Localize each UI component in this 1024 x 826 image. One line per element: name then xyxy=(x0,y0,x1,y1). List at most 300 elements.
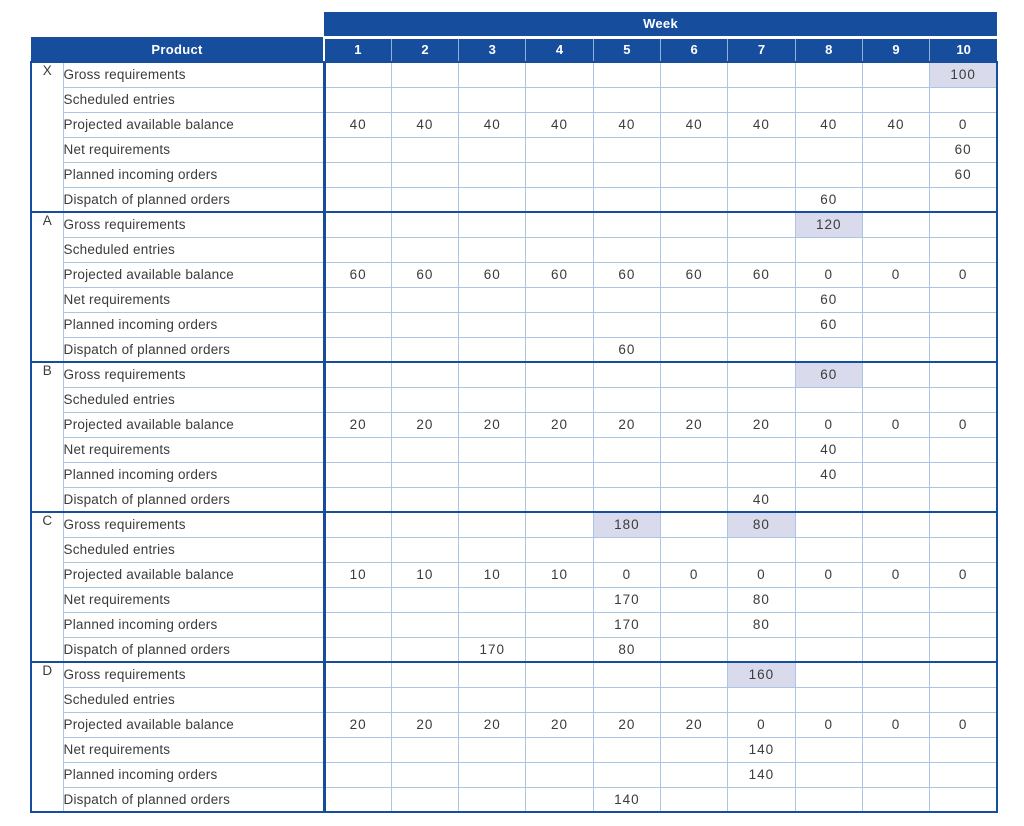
cell-a-week-9 xyxy=(862,337,929,362)
cell-x-week-4 xyxy=(526,137,593,162)
cell-x-week-7 xyxy=(728,87,795,112)
cell-d-week-5: 140 xyxy=(593,787,660,812)
cell-x-week-3 xyxy=(459,62,526,87)
cell-a-week-9: 0 xyxy=(862,262,929,287)
row-label: Dispatch of planned orders xyxy=(63,637,324,662)
row-label: Projected available balance xyxy=(63,112,324,137)
cell-d-week-4 xyxy=(526,762,593,787)
cell-x-week-10 xyxy=(930,87,997,112)
cell-c-week-5 xyxy=(593,537,660,562)
cell-b-week-9 xyxy=(862,362,929,387)
cell-d-week-1 xyxy=(324,787,391,812)
cell-b-week-6: 20 xyxy=(660,412,727,437)
cell-a-week-1 xyxy=(324,337,391,362)
cell-a-week-10 xyxy=(930,312,997,337)
cell-b-week-4: 20 xyxy=(526,412,593,437)
cell-x-week-7 xyxy=(728,162,795,187)
cell-c-week-10: 0 xyxy=(930,562,997,587)
week-col-header-5: 5 xyxy=(593,37,660,62)
cell-x-week-3 xyxy=(459,162,526,187)
cell-c-week-7 xyxy=(728,537,795,562)
cell-d-week-9 xyxy=(862,762,929,787)
cell-b-week-6 xyxy=(660,437,727,462)
product-d-row-6 xyxy=(31,787,997,812)
cell-c-week-6: 0 xyxy=(660,562,727,587)
cell-b-week-6 xyxy=(660,387,727,412)
cell-c-week-2 xyxy=(391,612,458,637)
cell-b-week-1 xyxy=(324,362,391,387)
cell-x-week-8: 60 xyxy=(795,187,862,212)
cell-x-week-5 xyxy=(593,162,660,187)
cell-x-week-9 xyxy=(862,62,929,87)
row-label: Planned incoming orders xyxy=(63,612,324,637)
cell-b-week-4 xyxy=(526,462,593,487)
cell-d-week-7: 160 xyxy=(728,662,795,687)
cell-a-week-9 xyxy=(862,212,929,237)
product-b-row-6 xyxy=(31,487,997,512)
cell-c-week-1 xyxy=(324,537,391,562)
cell-b-week-10 xyxy=(930,462,997,487)
row-label: Net requirements xyxy=(63,587,324,612)
cell-d-week-8 xyxy=(795,762,862,787)
cell-c-week-4 xyxy=(526,587,593,612)
week-col-header-6: 6 xyxy=(660,37,727,62)
cell-a-week-5 xyxy=(593,287,660,312)
product-x-row-5 xyxy=(31,162,997,187)
cell-b-week-1 xyxy=(324,462,391,487)
cell-a-week-7: 60 xyxy=(728,262,795,287)
cell-x-week-1 xyxy=(324,187,391,212)
cell-x-week-9 xyxy=(862,187,929,212)
cell-a-week-9 xyxy=(862,312,929,337)
cell-x-week-5 xyxy=(593,62,660,87)
cell-x-week-10: 0 xyxy=(930,112,997,137)
row-label: Projected available balance xyxy=(63,262,324,287)
cell-x-week-8 xyxy=(795,137,862,162)
cell-d-week-2: 20 xyxy=(391,712,458,737)
cell-d-week-5 xyxy=(593,687,660,712)
cell-d-week-1: 20 xyxy=(324,712,391,737)
cell-d-week-3 xyxy=(459,737,526,762)
cell-x-week-9 xyxy=(862,87,929,112)
cell-a-week-6 xyxy=(660,287,727,312)
cell-d-week-2 xyxy=(391,737,458,762)
week-col-header-1: 1 xyxy=(324,37,391,62)
cell-d-week-9: 0 xyxy=(862,712,929,737)
product-b-row-5 xyxy=(31,462,997,487)
cell-d-week-9 xyxy=(862,787,929,812)
cell-c-week-3 xyxy=(459,512,526,537)
cell-d-week-7 xyxy=(728,687,795,712)
product-x-row-3 xyxy=(31,112,997,137)
row-label: Scheduled entries xyxy=(63,237,324,262)
cell-c-week-3 xyxy=(459,537,526,562)
cell-c-week-4 xyxy=(526,612,593,637)
cell-x-week-10: 60 xyxy=(930,162,997,187)
cell-d-week-10 xyxy=(930,787,997,812)
product-x-row-4 xyxy=(31,137,997,162)
cell-c-week-9 xyxy=(862,637,929,662)
cell-x-week-7: 40 xyxy=(728,112,795,137)
cell-a-week-8: 60 xyxy=(795,287,862,312)
cell-b-week-5 xyxy=(593,487,660,512)
product-a-row-3 xyxy=(31,262,997,287)
product-b-row-4 xyxy=(31,437,997,462)
product-c-row-5 xyxy=(31,612,997,637)
cell-x-week-9 xyxy=(862,137,929,162)
cell-d-week-8 xyxy=(795,787,862,812)
row-label: Projected available balance xyxy=(63,562,324,587)
cell-b-week-1 xyxy=(324,487,391,512)
cell-d-week-10: 0 xyxy=(930,712,997,737)
product-d-row-3 xyxy=(31,712,997,737)
row-label: Projected available balance xyxy=(63,412,324,437)
cell-a-week-6 xyxy=(660,212,727,237)
cell-d-week-8 xyxy=(795,687,862,712)
row-label: Planned incoming orders xyxy=(63,162,324,187)
row-label: Dispatch of planned orders xyxy=(63,787,324,812)
cell-c-week-4 xyxy=(526,512,593,537)
cell-x-week-5 xyxy=(593,187,660,212)
cell-b-week-4 xyxy=(526,387,593,412)
cell-x-week-2 xyxy=(391,62,458,87)
cell-b-week-7: 20 xyxy=(728,412,795,437)
cell-b-week-9 xyxy=(862,437,929,462)
cell-c-week-2 xyxy=(391,587,458,612)
cell-b-week-5 xyxy=(593,362,660,387)
cell-x-week-2: 40 xyxy=(391,112,458,137)
row-label: Scheduled entries xyxy=(63,537,324,562)
cell-c-week-3 xyxy=(459,612,526,637)
product-c-row-2 xyxy=(31,537,997,562)
cell-c-week-3 xyxy=(459,587,526,612)
cell-b-week-9 xyxy=(862,487,929,512)
cell-x-week-2 xyxy=(391,137,458,162)
cell-x-week-9: 40 xyxy=(862,112,929,137)
cell-c-week-7 xyxy=(728,637,795,662)
product-d-row-2 xyxy=(31,687,997,712)
cell-x-week-1 xyxy=(324,87,391,112)
cell-a-week-10 xyxy=(930,287,997,312)
cell-d-week-1 xyxy=(324,762,391,787)
cell-c-week-7: 0 xyxy=(728,562,795,587)
product-code-c: C xyxy=(31,512,63,662)
cell-d-week-10 xyxy=(930,687,997,712)
cell-x-week-3 xyxy=(459,137,526,162)
week-header: Week xyxy=(324,12,997,37)
week-col-header-7: 7 xyxy=(728,37,795,62)
product-a-row-1 xyxy=(31,212,997,237)
cell-c-week-10 xyxy=(930,587,997,612)
cell-x-week-7 xyxy=(728,137,795,162)
cell-b-week-10 xyxy=(930,487,997,512)
cell-b-week-8: 60 xyxy=(795,362,862,387)
cell-a-week-6 xyxy=(660,337,727,362)
cell-c-week-6 xyxy=(660,537,727,562)
product-b-row-3 xyxy=(31,412,997,437)
product-x-row-6 xyxy=(31,187,997,212)
cell-d-week-1 xyxy=(324,662,391,687)
cell-x-week-1 xyxy=(324,137,391,162)
cell-b-week-10 xyxy=(930,437,997,462)
row-label: Dispatch of planned orders xyxy=(63,337,324,362)
header-spacer xyxy=(31,12,324,37)
row-label: Net requirements xyxy=(63,137,324,162)
product-c-row-1 xyxy=(31,512,997,537)
cell-d-week-6 xyxy=(660,687,727,712)
cell-c-week-2 xyxy=(391,537,458,562)
cell-b-week-6 xyxy=(660,462,727,487)
cell-b-week-9 xyxy=(862,387,929,412)
cell-c-week-8 xyxy=(795,637,862,662)
cell-x-week-6 xyxy=(660,187,727,212)
week-col-header-10: 10 xyxy=(930,37,997,62)
cell-a-week-2 xyxy=(391,237,458,262)
cell-x-week-7 xyxy=(728,62,795,87)
cell-c-week-7: 80 xyxy=(728,587,795,612)
cell-d-week-10 xyxy=(930,737,997,762)
cell-x-week-4: 40 xyxy=(526,112,593,137)
cell-x-week-4 xyxy=(526,187,593,212)
cell-a-week-4 xyxy=(526,287,593,312)
cell-a-week-1 xyxy=(324,237,391,262)
row-label: Dispatch of planned orders xyxy=(63,487,324,512)
cell-c-week-4: 10 xyxy=(526,562,593,587)
cell-a-week-8 xyxy=(795,337,862,362)
cell-a-week-6 xyxy=(660,312,727,337)
cell-d-week-10 xyxy=(930,762,997,787)
cell-a-week-10: 0 xyxy=(930,262,997,287)
cell-x-week-4 xyxy=(526,62,593,87)
cell-x-week-10: 60 xyxy=(930,137,997,162)
product-d-row-4 xyxy=(31,737,997,762)
cell-a-week-3 xyxy=(459,212,526,237)
cell-d-week-6 xyxy=(660,787,727,812)
cell-c-week-1 xyxy=(324,587,391,612)
cell-d-week-3 xyxy=(459,762,526,787)
product-a-row-2 xyxy=(31,237,997,262)
week-col-header-4: 4 xyxy=(526,37,593,62)
product-b-row-2 xyxy=(31,387,997,412)
cell-c-week-8 xyxy=(795,612,862,637)
cell-b-week-9 xyxy=(862,462,929,487)
cell-c-week-9 xyxy=(862,612,929,637)
cell-d-week-6 xyxy=(660,762,727,787)
row-label: Net requirements xyxy=(63,437,324,462)
cell-a-week-7 xyxy=(728,337,795,362)
cell-x-week-10: 100 xyxy=(930,62,997,87)
cell-x-week-8: 40 xyxy=(795,112,862,137)
week-col-header-9: 9 xyxy=(862,37,929,62)
cell-b-week-2 xyxy=(391,462,458,487)
cell-x-week-7 xyxy=(728,187,795,212)
cell-b-week-5 xyxy=(593,387,660,412)
row-label: Net requirements xyxy=(63,287,324,312)
cell-b-week-1: 20 xyxy=(324,412,391,437)
cell-a-week-10 xyxy=(930,337,997,362)
cell-a-week-5 xyxy=(593,237,660,262)
cell-d-week-2 xyxy=(391,762,458,787)
cell-a-week-4 xyxy=(526,337,593,362)
row-label: Planned incoming orders xyxy=(63,462,324,487)
cell-x-week-8 xyxy=(795,62,862,87)
product-code-d: D xyxy=(31,662,63,812)
cell-a-week-4 xyxy=(526,237,593,262)
cell-d-week-8 xyxy=(795,737,862,762)
cell-b-week-5 xyxy=(593,462,660,487)
row-label: Gross requirements xyxy=(63,362,324,387)
cell-c-week-9 xyxy=(862,537,929,562)
cell-b-week-10: 0 xyxy=(930,412,997,437)
cell-a-week-5: 60 xyxy=(593,262,660,287)
cell-c-week-5: 170 xyxy=(593,612,660,637)
cell-b-week-2 xyxy=(391,437,458,462)
cell-b-week-2 xyxy=(391,362,458,387)
cell-d-week-1 xyxy=(324,687,391,712)
cell-c-week-8: 0 xyxy=(795,562,862,587)
cell-c-week-4 xyxy=(526,537,593,562)
cell-c-week-3: 170 xyxy=(459,637,526,662)
cell-d-week-5 xyxy=(593,662,660,687)
cell-b-week-9: 0 xyxy=(862,412,929,437)
cell-c-week-5: 80 xyxy=(593,637,660,662)
product-header: Product xyxy=(31,37,324,62)
cell-a-week-5: 60 xyxy=(593,337,660,362)
cell-d-week-2 xyxy=(391,662,458,687)
cell-a-week-3 xyxy=(459,287,526,312)
cell-x-week-5: 40 xyxy=(593,112,660,137)
cell-d-week-10 xyxy=(930,662,997,687)
cell-a-week-4 xyxy=(526,312,593,337)
cell-x-week-3 xyxy=(459,187,526,212)
product-c-row-3 xyxy=(31,562,997,587)
cell-b-week-7: 40 xyxy=(728,487,795,512)
week-band-row xyxy=(31,12,997,37)
cell-a-week-2 xyxy=(391,312,458,337)
row-label: Gross requirements xyxy=(63,512,324,537)
week-col-header-2: 2 xyxy=(391,37,458,62)
cell-x-week-4 xyxy=(526,87,593,112)
row-label: Gross requirements xyxy=(63,662,324,687)
cell-c-week-3: 10 xyxy=(459,562,526,587)
cell-c-week-6 xyxy=(660,587,727,612)
row-label: Projected available balance xyxy=(63,712,324,737)
cell-x-week-2 xyxy=(391,187,458,212)
product-b-row-1 xyxy=(31,362,997,387)
product-x-row-1 xyxy=(31,62,997,87)
cell-c-week-5: 0 xyxy=(593,562,660,587)
cell-d-week-4: 20 xyxy=(526,712,593,737)
cell-d-week-9 xyxy=(862,662,929,687)
cell-c-week-7: 80 xyxy=(728,512,795,537)
cell-b-week-3 xyxy=(459,462,526,487)
cell-c-week-9: 0 xyxy=(862,562,929,587)
cell-x-week-6 xyxy=(660,87,727,112)
row-label: Net requirements xyxy=(63,737,324,762)
cell-c-week-8 xyxy=(795,587,862,612)
cell-c-week-1: 10 xyxy=(324,562,391,587)
cell-c-week-6 xyxy=(660,612,727,637)
cell-b-week-8 xyxy=(795,487,862,512)
cell-c-week-7: 80 xyxy=(728,612,795,637)
cell-c-week-8 xyxy=(795,537,862,562)
cell-d-week-2 xyxy=(391,687,458,712)
cell-b-week-6 xyxy=(660,487,727,512)
cell-b-week-1 xyxy=(324,387,391,412)
product-c-row-4 xyxy=(31,587,997,612)
cell-x-week-10 xyxy=(930,187,997,212)
cell-c-week-1 xyxy=(324,512,391,537)
week-col-header-3: 3 xyxy=(459,37,526,62)
cell-a-week-7 xyxy=(728,312,795,337)
cell-a-week-3 xyxy=(459,337,526,362)
cell-x-week-8 xyxy=(795,162,862,187)
cell-d-week-3 xyxy=(459,662,526,687)
cell-x-week-3 xyxy=(459,87,526,112)
product-c-row-6 xyxy=(31,637,997,662)
cell-x-week-6: 40 xyxy=(660,112,727,137)
cell-d-week-2 xyxy=(391,787,458,812)
product-d-row-5 xyxy=(31,762,997,787)
cell-a-week-10 xyxy=(930,237,997,262)
cell-a-week-2 xyxy=(391,212,458,237)
cell-d-week-5: 20 xyxy=(593,712,660,737)
cell-a-week-1: 60 xyxy=(324,262,391,287)
cell-x-week-2 xyxy=(391,162,458,187)
cell-b-week-7 xyxy=(728,437,795,462)
cell-x-week-2 xyxy=(391,87,458,112)
cell-a-week-2 xyxy=(391,287,458,312)
product-a-row-5 xyxy=(31,312,997,337)
cell-b-week-10 xyxy=(930,362,997,387)
cell-b-week-3 xyxy=(459,362,526,387)
cell-x-week-6 xyxy=(660,62,727,87)
cell-d-week-9 xyxy=(862,737,929,762)
cell-a-week-7 xyxy=(728,237,795,262)
cell-d-week-6: 20 xyxy=(660,712,727,737)
cell-a-week-6: 60 xyxy=(660,262,727,287)
product-code-a: A xyxy=(31,212,63,362)
product-d-row-1 xyxy=(31,662,997,687)
cell-a-week-8 xyxy=(795,237,862,262)
cell-a-week-1 xyxy=(324,212,391,237)
cell-a-week-8: 0 xyxy=(795,262,862,287)
column-header-row xyxy=(31,37,997,62)
cell-d-week-3: 20 xyxy=(459,712,526,737)
cell-b-week-2 xyxy=(391,487,458,512)
cell-b-week-2 xyxy=(391,387,458,412)
cell-c-week-1 xyxy=(324,612,391,637)
cell-a-week-3 xyxy=(459,312,526,337)
cell-x-week-6 xyxy=(660,137,727,162)
cell-c-week-1 xyxy=(324,637,391,662)
cell-d-week-5 xyxy=(593,737,660,762)
cell-d-week-7: 140 xyxy=(728,762,795,787)
cell-d-week-4 xyxy=(526,737,593,762)
cell-c-week-2 xyxy=(391,512,458,537)
cell-x-week-9 xyxy=(862,162,929,187)
cell-a-week-8: 60 xyxy=(795,312,862,337)
cell-d-week-8: 0 xyxy=(795,712,862,737)
cell-d-week-4 xyxy=(526,687,593,712)
cell-x-week-5 xyxy=(593,87,660,112)
cell-b-week-8 xyxy=(795,387,862,412)
cell-d-week-5 xyxy=(593,762,660,787)
cell-d-week-1 xyxy=(324,737,391,762)
cell-d-week-4 xyxy=(526,787,593,812)
cell-b-week-8: 0 xyxy=(795,412,862,437)
cell-a-week-5 xyxy=(593,212,660,237)
